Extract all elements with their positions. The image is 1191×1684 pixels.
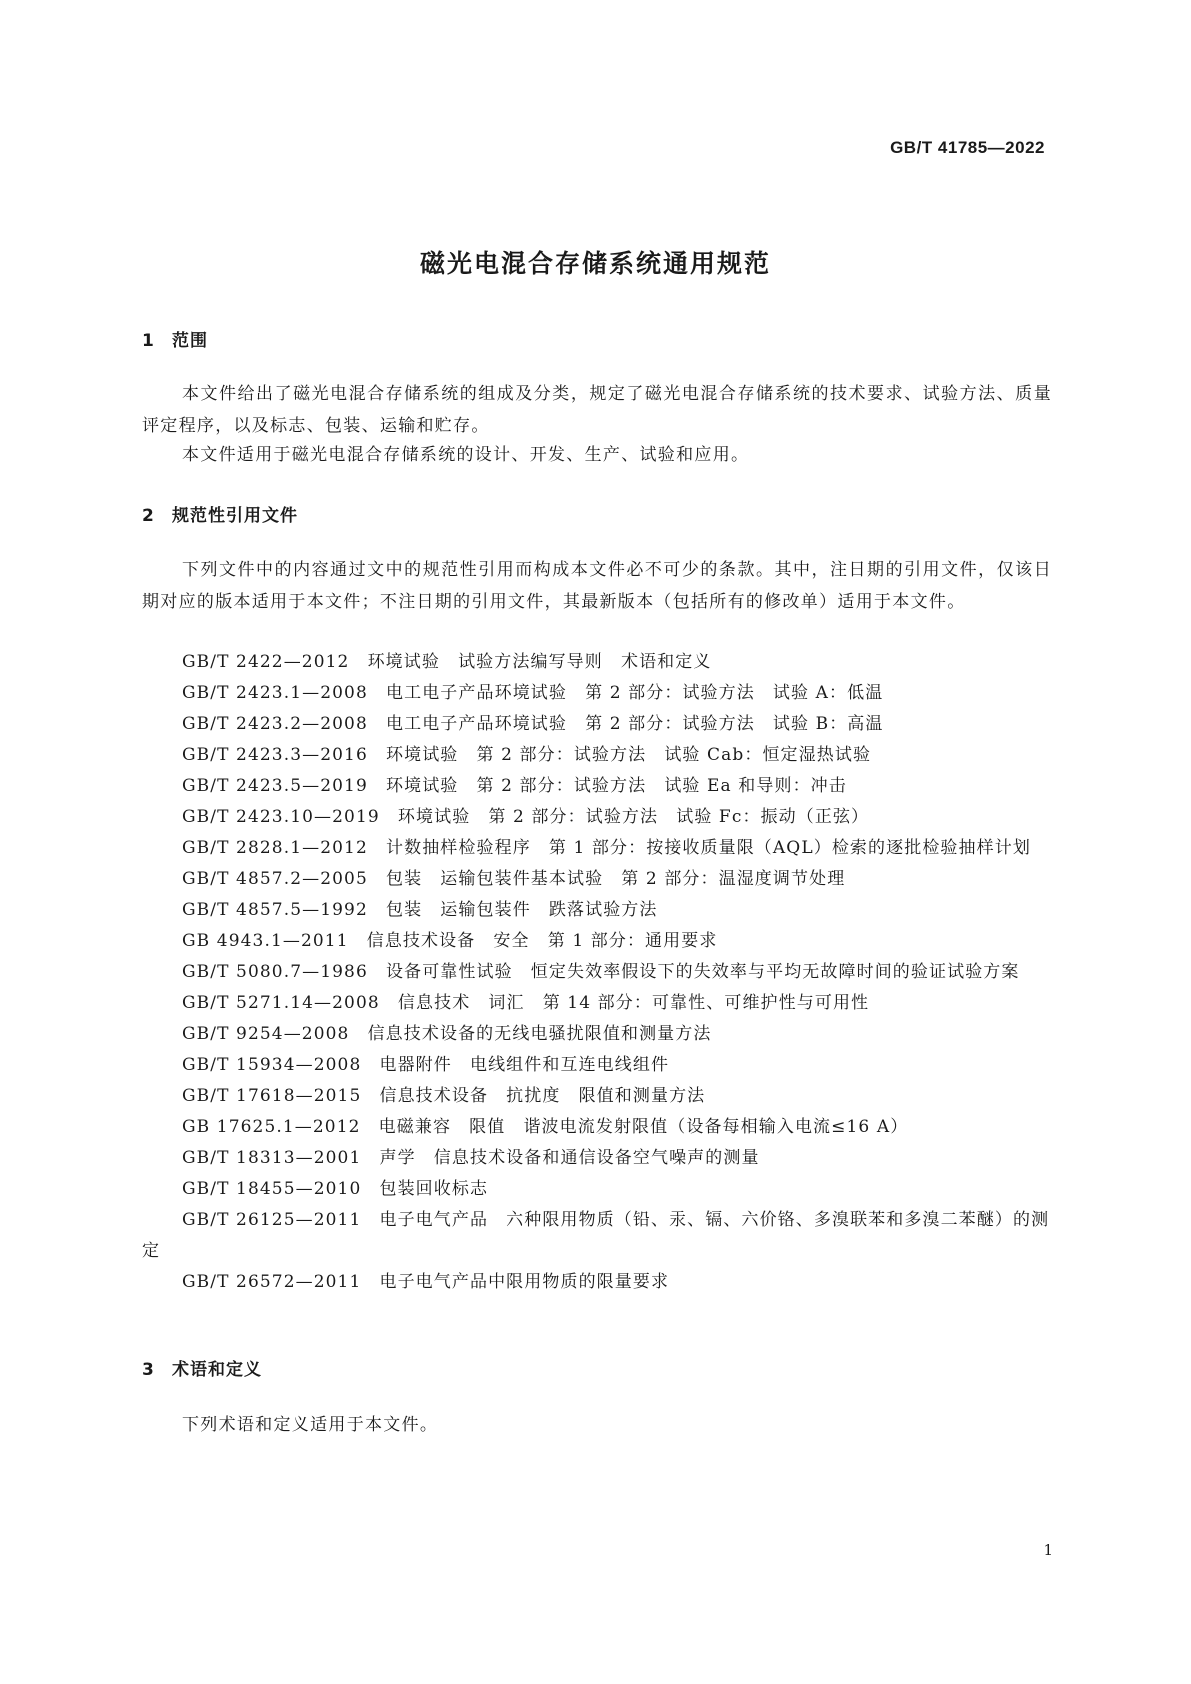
page-number: 1 [1043, 1541, 1053, 1559]
reference-item: GB/T 2423.1—2008 电工电子产品环境试验 第 2 部分：试验方法 试验 A：低温 [182, 683, 884, 703]
section-2-paragraph-1: 下列文件中的内容通过文中的规范性引用而构成本文件必不可少的条款。其中，注日期的引用文件，仅该日期对应的版本适用于本文件；不注日期的引用文件，其最新版本（包括所有的修改单）适用于本文件。 [142, 560, 1052, 612]
section-number: 3 [142, 1360, 155, 1380]
reference-item: GB/T 18313—2001 声学 信息技术设备和通信设备空气噪声的测量 [182, 1148, 760, 1168]
reference-item: GB/T 15934—2008 电器附件 电线组件和互连电线组件 [182, 1055, 670, 1075]
reference-item: GB/T 5080.7—1986 设备可靠性试验 恒定失效率假设下的失效率与平均无故障时间的验证试验方案 [182, 962, 1020, 982]
reference-item: GB/T 4857.5—1992 包装 运输包装件 跌落试验方法 [182, 900, 658, 920]
reference-item: GB/T 9254—2008 信息技术设备的无线电骚扰限值和测量方法 [182, 1024, 712, 1044]
section-3-heading [142, 1355, 262, 1380]
reference-item: GB/T 2423.2—2008 电工电子产品环境试验 第 2 部分：试验方法 试验 B：高温 [182, 714, 884, 734]
reference-item: GB/T 18455—2010 包装回收标志 [182, 1179, 489, 1199]
reference-item: GB/T 17618—2015 信息技术设备 抗扰度 限值和测量方法 [182, 1086, 706, 1106]
reference-item: GB/T 26572—2011 电子电气产品中限用物质的限量要求 [182, 1272, 670, 1292]
reference-item: GB/T 2423.3—2016 环境试验 第 2 部分：试验方法 试验 Cab：恒定湿热试验 [182, 745, 872, 765]
section-3-paragraph-1: 下列术语和定义适用于本文件。 [182, 1415, 439, 1435]
reference-item: GB/T 2423.10—2019 环境试验 第 2 部分：试验方法 试验 Fc：振动（正弦） [182, 807, 870, 827]
reference-item: GB 17625.1—2012 电磁兼容 限值 谐波电流发射限值（设备每相输入电流≤16 A） [182, 1117, 909, 1137]
reference-item: GB/T 4857.2—2005 包装 运输包装件基本试验 第 2 部分：温湿度调节处理 [182, 869, 846, 889]
section-2-heading [142, 501, 298, 526]
reference-item: GB/T 2422—2012 环境试验 试验方法编写导则 术语和定义 [182, 652, 712, 672]
reference-item: GB/T 2828.1—2012 计数抽样检验程序 第 1 部分：按接收质量限（AQL）检索的逐批检验抽样计划 [182, 838, 1031, 858]
reference-item: GB/T 5271.14—2008 信息技术 词汇 第 14 部分：可靠性、可维护性与可用性 [182, 993, 870, 1013]
reference-item: GB 4943.1—2011 信息技术设备 安全 第 1 部分：通用要求 [182, 931, 718, 951]
reference-item: GB/T 2423.5—2019 环境试验 第 2 部分：试验方法 试验 Ea 和导则：冲击 [182, 776, 847, 796]
reference-item: GB/T 26125—2011 电子电气产品 六种限用物质（铅、汞、镉、六价铬、多溴联苯和多溴二苯醚）的测定 [142, 1210, 1050, 1261]
section-1-paragraph-1: 本文件给出了磁光电混合存储系统的组成及分类，规定了磁光电混合存储系统的技术要求、试验方法、质量评定程序，以及标志、包装、运输和贮存。 [142, 384, 1052, 436]
section-title: 规范性引用文件 [172, 506, 298, 526]
section-1-paragraph-2: 本文件适用于磁光电混合存储系统的设计、开发、生产、试验和应用。 [182, 445, 750, 465]
standard-code: GB/T 41785—2022 [890, 138, 1045, 157]
section-number: 1 [142, 331, 155, 351]
section-title: 术语和定义 [172, 1360, 262, 1380]
section-1-heading [142, 326, 208, 351]
normative-reference-list [142, 647, 1052, 1298]
document-title: 磁光电混合存储系统通用规范 [419, 249, 771, 278]
section-title: 范围 [172, 331, 208, 351]
section-number: 2 [142, 506, 155, 526]
